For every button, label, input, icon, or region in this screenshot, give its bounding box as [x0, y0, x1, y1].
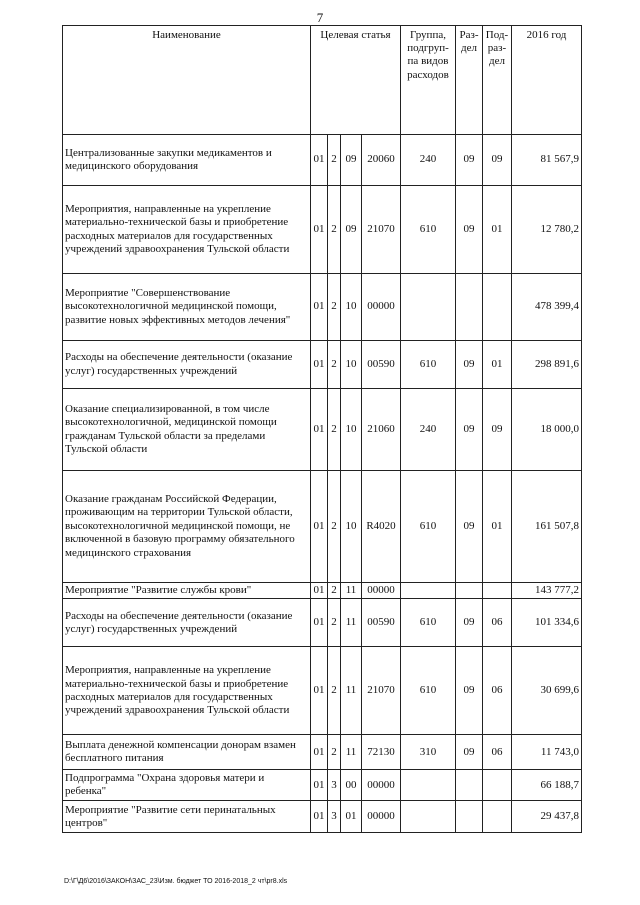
row-section: 09 [456, 471, 483, 583]
row-target-subprogram: 3 [328, 770, 341, 801]
row-target-program: 01 [311, 341, 328, 389]
row-target-event: 00 [341, 770, 362, 801]
row-target-event: 09 [341, 186, 362, 274]
row-expense-group: 610 [401, 599, 456, 647]
row-amount: 478 399,4 [512, 274, 582, 341]
row-target-subprogram: 2 [328, 735, 341, 770]
row-target-direction: R4020 [362, 471, 401, 583]
row-expense-group: 610 [401, 471, 456, 583]
row-section: 09 [456, 135, 483, 186]
row-expense-group: 610 [401, 186, 456, 274]
row-target-event: 10 [341, 274, 362, 341]
row-subsection [483, 770, 512, 801]
row-amount: 298 891,6 [512, 341, 582, 389]
row-amount: 18 000,0 [512, 389, 582, 471]
row-section: 09 [456, 389, 483, 471]
row-target-direction: 00000 [362, 274, 401, 341]
row-target-direction: 20060 [362, 135, 401, 186]
row-target-program: 01 [311, 647, 328, 735]
row-target-event: 11 [341, 647, 362, 735]
page-number: 7 [316, 10, 324, 25]
row-section: 09 [456, 599, 483, 647]
table-row [63, 599, 582, 647]
row-expense-group [401, 583, 456, 599]
table-row [63, 471, 582, 583]
row-subsection [483, 801, 512, 833]
table-row [63, 735, 582, 770]
row-expense-group: 610 [401, 341, 456, 389]
row-expense-group: 240 [401, 389, 456, 471]
table-body [63, 135, 582, 833]
row-target-program: 01 [311, 389, 328, 471]
row-target-event: 10 [341, 389, 362, 471]
row-target-subprogram: 2 [328, 186, 341, 274]
row-section: 09 [456, 735, 483, 770]
row-expense-group [401, 274, 456, 341]
table-row [63, 801, 582, 833]
row-section: 09 [456, 341, 483, 389]
row-target-event: 11 [341, 583, 362, 599]
table-row [63, 186, 582, 274]
file-path-footer: D:\Г\Д6\2016\ЗАКОН\ЗАС_23\Изм. бюджет ТО 2016-2018_2 чт\pr8.xls [64, 878, 288, 885]
row-target-event: 10 [341, 471, 362, 583]
header-expense-group: Группа, подгруп-па видов расходов [401, 26, 456, 135]
row-target-subprogram: 2 [328, 599, 341, 647]
row-name: Расходы на обеспечение деятельности (оказание услуг) государственных учреждений [63, 599, 311, 647]
row-target-program: 01 [311, 599, 328, 647]
header-name: Наименование [63, 26, 311, 135]
row-target-subprogram: 2 [328, 135, 341, 186]
row-section [456, 274, 483, 341]
row-target-subprogram: 3 [328, 801, 341, 833]
row-target-event: 11 [341, 599, 362, 647]
row-target-program: 01 [311, 186, 328, 274]
row-target-direction: 00590 [362, 599, 401, 647]
row-subsection: 06 [483, 735, 512, 770]
row-amount: 161 507,8 [512, 471, 582, 583]
row-subsection: 09 [483, 389, 512, 471]
row-target-direction: 00000 [362, 801, 401, 833]
row-name: Мероприятие "Развитие службы крови" [63, 583, 311, 599]
row-target-program: 01 [311, 471, 328, 583]
row-name: Расходы на обеспечение деятельности (оказание услуг) государственных учреждений [63, 341, 311, 389]
row-target-subprogram: 2 [328, 341, 341, 389]
row-amount: 12 780,2 [512, 186, 582, 274]
table-row [63, 583, 582, 599]
row-name: Мероприятия, направленные на укрепление материально-технической базы и приобретение расходных материалов для государственных учреждений здравоохранения Тульской области [63, 647, 311, 735]
row-expense-group: 310 [401, 735, 456, 770]
row-expense-group: 240 [401, 135, 456, 186]
row-subsection [483, 274, 512, 341]
row-target-direction: 00000 [362, 583, 401, 599]
row-section [456, 770, 483, 801]
header-section: Раз-дел [456, 26, 483, 135]
row-subsection [483, 583, 512, 599]
header-year: 2016 год [512, 26, 582, 135]
row-target-direction: 72130 [362, 735, 401, 770]
row-name: Подпрограмма "Охрана здоровья матери и ребенка" [63, 770, 311, 801]
row-subsection: 06 [483, 599, 512, 647]
row-target-subprogram: 2 [328, 471, 341, 583]
row-name: Мероприятия, направленные на укрепление материально-технической базы и приобретение расходных материалов для государственных учреждений здравоохранения Тульской области [63, 186, 311, 274]
row-target-direction: 21070 [362, 186, 401, 274]
table-row [63, 341, 582, 389]
table-header-row [63, 26, 582, 135]
row-amount: 66 188,7 [512, 770, 582, 801]
row-subsection: 01 [483, 186, 512, 274]
row-amount: 11 743,0 [512, 735, 582, 770]
row-name: Мероприятие "Совершенствование высокотехнологичной медицинской помощи, развитие новых эффективных методов лечения" [63, 274, 311, 341]
row-name: Оказание гражданам Российской Федерации, проживающим на территории Тульской области, высокотехнологичной медицинской помощи, не включенной в базовую программу обязательного медицинского страхования [63, 471, 311, 583]
row-target-direction: 21060 [362, 389, 401, 471]
row-target-event: 01 [341, 801, 362, 833]
row-amount: 101 334,6 [512, 599, 582, 647]
row-section: 09 [456, 647, 483, 735]
table-row [63, 770, 582, 801]
row-target-event: 10 [341, 341, 362, 389]
table-row [63, 274, 582, 341]
table-row [63, 647, 582, 735]
row-expense-group: 610 [401, 647, 456, 735]
row-section [456, 583, 483, 599]
row-target-program: 01 [311, 274, 328, 341]
row-target-program: 01 [311, 801, 328, 833]
row-target-program: 01 [311, 583, 328, 599]
row-amount: 143 777,2 [512, 583, 582, 599]
row-target-program: 01 [311, 735, 328, 770]
row-target-subprogram: 2 [328, 583, 341, 599]
row-target-direction: 21070 [362, 647, 401, 735]
row-name: Централизованные закупки медикаментов и медицинского оборудования [63, 135, 311, 186]
row-subsection: 09 [483, 135, 512, 186]
row-amount: 81 567,9 [512, 135, 582, 186]
row-target-program: 01 [311, 135, 328, 186]
row-amount: 29 437,8 [512, 801, 582, 833]
header-subsection: Под-раз-дел [483, 26, 512, 135]
row-name: Выплата денежной компенсации донорам взамен бесплатного питания [63, 735, 311, 770]
row-amount: 30 699,6 [512, 647, 582, 735]
table-row [63, 135, 582, 186]
row-subsection: 01 [483, 471, 512, 583]
row-expense-group [401, 770, 456, 801]
row-name: Мероприятие "Развитие сети перинатальных центров" [63, 801, 311, 833]
row-subsection: 01 [483, 341, 512, 389]
row-target-program: 01 [311, 770, 328, 801]
row-target-direction: 00000 [362, 770, 401, 801]
header-target-article: Целевая статья [311, 26, 401, 135]
row-target-subprogram: 2 [328, 274, 341, 341]
row-target-event: 09 [341, 135, 362, 186]
row-expense-group [401, 801, 456, 833]
row-subsection: 06 [483, 647, 512, 735]
row-section [456, 801, 483, 833]
row-name: Оказание специализированной, в том числе высокотехнологичной, медицинской помощи гражданам Тульской области за пределами Тульской области [63, 389, 311, 471]
row-target-subprogram: 2 [328, 389, 341, 471]
row-section: 09 [456, 186, 483, 274]
row-target-direction: 00590 [362, 341, 401, 389]
row-target-event: 11 [341, 735, 362, 770]
row-target-subprogram: 2 [328, 647, 341, 735]
budget-table [62, 25, 582, 833]
table-row [63, 389, 582, 471]
